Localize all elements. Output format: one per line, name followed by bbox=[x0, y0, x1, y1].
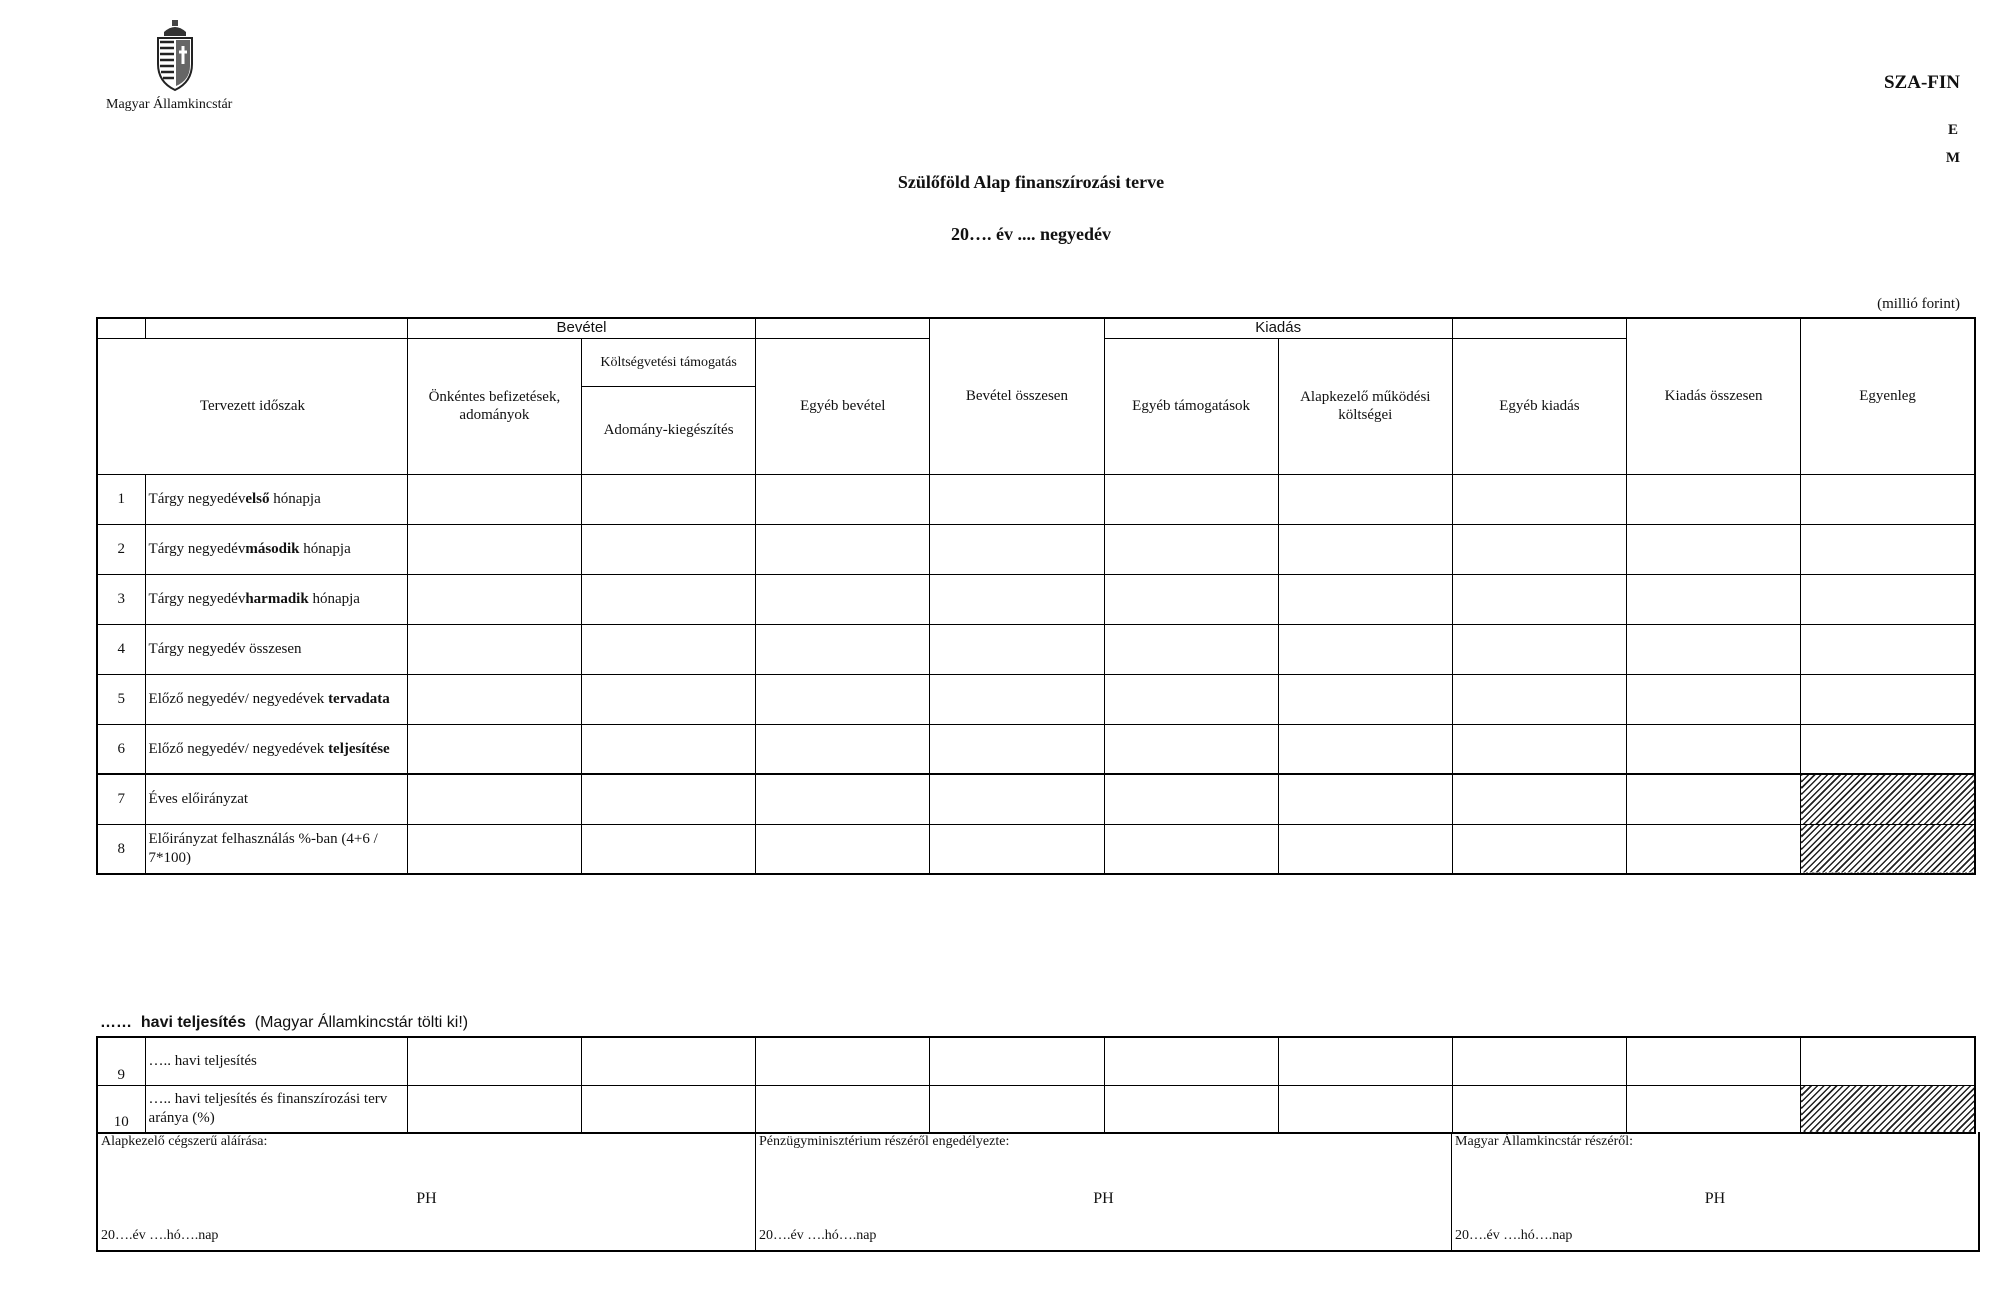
title-dots: …… bbox=[100, 1014, 132, 1031]
monthly-performance-title bbox=[100, 1014, 468, 1032]
col-donations: Önkéntes befizetések, adományok bbox=[407, 338, 581, 474]
value-cell[interactable] bbox=[1627, 1037, 1801, 1085]
row-label: ….. havi teljesítés bbox=[145, 1037, 407, 1085]
signature-label: Pénzügyminisztérium részéről engedélyezte: bbox=[759, 1134, 1010, 1149]
row-label bbox=[145, 824, 407, 874]
page-title: Szülőföld Alap finanszírozási terve bbox=[897, 172, 1165, 192]
value-cell[interactable] bbox=[1452, 624, 1626, 674]
value-cell[interactable] bbox=[930, 724, 1104, 774]
value-cell[interactable] bbox=[407, 724, 581, 774]
performance-rows bbox=[97, 1037, 1975, 1133]
coat-of-arms-logo bbox=[150, 20, 200, 92]
expense-group-header: Kiadás bbox=[1104, 318, 1452, 338]
row-number: 6 bbox=[97, 724, 145, 774]
balance-hatched-cell bbox=[1801, 1085, 1975, 1133]
value-cell[interactable] bbox=[1104, 624, 1278, 674]
row-label-text: Előző negyedév/ negyedévek bbox=[148, 740, 329, 757]
row-label-bold: második bbox=[245, 540, 300, 557]
value-cell[interactable] bbox=[1104, 474, 1278, 524]
stamp-placeholder: PH bbox=[1704, 1190, 1726, 1207]
stamp-placeholder: PH bbox=[1093, 1190, 1114, 1207]
value-cell[interactable] bbox=[756, 474, 930, 524]
value-cell[interactable] bbox=[1452, 574, 1626, 624]
value-cell[interactable] bbox=[1104, 1085, 1278, 1133]
col-income-total: Bevétel összesen bbox=[930, 318, 1104, 474]
value-cell[interactable] bbox=[1278, 624, 1452, 674]
value-cell[interactable] bbox=[1801, 574, 1975, 624]
plan-rows bbox=[97, 474, 1975, 874]
value-cell[interactable] bbox=[1104, 724, 1278, 774]
value-cell[interactable] bbox=[1104, 1037, 1278, 1085]
row-label bbox=[145, 574, 407, 624]
value-cell[interactable] bbox=[1627, 674, 1801, 724]
value-cell[interactable] bbox=[756, 774, 930, 824]
form-code: SZA-FIN bbox=[1883, 72, 1960, 93]
value-cell[interactable] bbox=[1104, 824, 1278, 874]
row-label bbox=[145, 774, 407, 824]
header-blank-cell bbox=[145, 318, 407, 338]
value-cell[interactable] bbox=[930, 474, 1104, 524]
value-cell[interactable] bbox=[1104, 774, 1278, 824]
value-cell[interactable] bbox=[1104, 674, 1278, 724]
table-row bbox=[97, 1037, 1975, 1085]
value-cell[interactable] bbox=[1627, 474, 1801, 524]
value-cell[interactable] bbox=[581, 774, 755, 824]
value-cell[interactable] bbox=[1627, 774, 1801, 824]
value-cell[interactable] bbox=[1452, 524, 1626, 574]
header-blank-cell bbox=[97, 318, 145, 338]
row-label-text: Tárgy negyedév bbox=[148, 540, 246, 557]
value-cell[interactable] bbox=[407, 624, 581, 674]
value-cell[interactable] bbox=[1801, 724, 1975, 774]
period-line: 20…. év .... negyedév bbox=[951, 224, 1111, 244]
value-cell[interactable] bbox=[756, 574, 930, 624]
value-cell[interactable] bbox=[581, 674, 755, 724]
signature-ministry bbox=[756, 1132, 1452, 1250]
row-label-suffix: hónapja bbox=[308, 590, 360, 607]
value-cell[interactable] bbox=[1278, 524, 1452, 574]
value-cell[interactable] bbox=[756, 674, 930, 724]
balance-hatched-cell bbox=[1801, 774, 1975, 824]
monthly-performance-table bbox=[96, 1036, 1976, 1134]
value-cell[interactable] bbox=[581, 624, 755, 674]
row-label bbox=[145, 674, 407, 724]
value-cell[interactable] bbox=[930, 624, 1104, 674]
header-blank-cell bbox=[1452, 318, 1626, 338]
value-cell[interactable] bbox=[1801, 1037, 1975, 1085]
value-cell[interactable] bbox=[1452, 1037, 1626, 1085]
value-cell[interactable] bbox=[1627, 824, 1801, 874]
value-cell[interactable] bbox=[1627, 724, 1801, 774]
value-cell[interactable] bbox=[1801, 524, 1975, 574]
value-cell[interactable] bbox=[1278, 824, 1452, 874]
unit-label: (millió forint) bbox=[1877, 296, 1960, 312]
row-label-bold: teljesítése bbox=[328, 740, 390, 757]
title-note: (Magyar Államkincstár tölti ki!) bbox=[254, 1014, 469, 1031]
value-cell[interactable] bbox=[581, 724, 755, 774]
signature-block bbox=[96, 1132, 1980, 1252]
value-cell[interactable] bbox=[407, 1037, 581, 1085]
row-label-text: Éves előirányzat bbox=[148, 791, 249, 808]
row-number: 2 bbox=[97, 524, 145, 574]
value-cell[interactable] bbox=[1278, 474, 1452, 524]
value-cell[interactable] bbox=[1452, 1085, 1626, 1133]
row-label-text: Előző negyedév/ negyedévek bbox=[148, 690, 329, 707]
value-cell[interactable] bbox=[1104, 524, 1278, 574]
row-number: 1 bbox=[97, 474, 145, 524]
value-cell[interactable] bbox=[930, 1085, 1104, 1133]
value-cell[interactable] bbox=[407, 574, 581, 624]
row-number: 4 bbox=[97, 624, 145, 674]
value-cell[interactable] bbox=[756, 624, 930, 674]
form-code-m: M bbox=[1945, 150, 1960, 166]
value-cell[interactable] bbox=[930, 674, 1104, 724]
table-row bbox=[97, 624, 1975, 674]
row-label-bold: első bbox=[245, 490, 270, 507]
value-cell[interactable] bbox=[581, 1085, 755, 1133]
table-row bbox=[97, 824, 1975, 874]
row-label-text: Előirányzat felhasználás %-ban (4+6 / 7*100) bbox=[148, 831, 378, 866]
table-row bbox=[97, 574, 1975, 624]
value-cell[interactable] bbox=[930, 1037, 1104, 1085]
title-bold: havi teljesítés bbox=[140, 1014, 246, 1031]
income-group-header: Bevétel bbox=[407, 318, 755, 338]
financing-plan-table bbox=[96, 317, 1976, 875]
row-label-suffix: hónapja bbox=[269, 490, 321, 507]
value-cell[interactable] bbox=[1801, 674, 1975, 724]
signature-label: Magyar Államkincstár részéről: bbox=[1455, 1134, 1634, 1149]
value-cell[interactable] bbox=[1278, 574, 1452, 624]
table-row bbox=[97, 474, 1975, 524]
table-row bbox=[97, 674, 1975, 724]
value-cell[interactable] bbox=[581, 824, 755, 874]
value-cell[interactable] bbox=[407, 1085, 581, 1133]
signature-label: Alapkezelő cégszerű aláírása: bbox=[101, 1134, 268, 1149]
value-cell[interactable] bbox=[1278, 774, 1452, 824]
col-other-expense: Egyéb kiadás bbox=[1452, 338, 1626, 474]
row-label: ….. havi teljesítés és finanszírozási terv aránya (%) bbox=[145, 1085, 407, 1133]
value-cell[interactable] bbox=[930, 774, 1104, 824]
value-cell[interactable] bbox=[1278, 1085, 1452, 1133]
value-cell[interactable] bbox=[1452, 474, 1626, 524]
row-label-text: Tárgy negyedév összesen bbox=[148, 640, 302, 657]
row-number: 5 bbox=[97, 674, 145, 724]
org-name: Magyar Államkincstár bbox=[106, 97, 233, 112]
stamp-placeholder: PH bbox=[416, 1190, 437, 1207]
row-label bbox=[145, 524, 407, 574]
value-cell[interactable] bbox=[407, 824, 581, 874]
form-code-e: E bbox=[1947, 122, 1958, 138]
value-cell[interactable] bbox=[756, 1037, 930, 1085]
value-cell[interactable] bbox=[581, 574, 755, 624]
value-cell[interactable] bbox=[756, 1085, 930, 1133]
value-cell[interactable] bbox=[1627, 624, 1801, 674]
value-cell[interactable] bbox=[581, 1037, 755, 1085]
row-label-suffix: hónapja bbox=[299, 540, 351, 557]
value-cell[interactable] bbox=[1452, 674, 1626, 724]
value-cell[interactable] bbox=[1801, 474, 1975, 524]
col-donation-supplement: Adomány-kiegészítés bbox=[581, 386, 755, 474]
row-label-text: Tárgy negyedév bbox=[148, 590, 246, 607]
value-cell[interactable] bbox=[1452, 774, 1626, 824]
value-cell[interactable] bbox=[930, 524, 1104, 574]
col-other-support: Egyéb támogatások bbox=[1104, 338, 1278, 474]
value-cell[interactable] bbox=[1104, 574, 1278, 624]
row-number: 3 bbox=[97, 574, 145, 624]
row-number: 9 bbox=[97, 1037, 145, 1085]
value-cell[interactable] bbox=[407, 774, 581, 824]
row-label bbox=[145, 724, 407, 774]
row-number: 10 bbox=[97, 1085, 145, 1133]
col-balance: Egyenleg bbox=[1801, 318, 1975, 474]
value-cell[interactable] bbox=[407, 474, 581, 524]
value-cell[interactable] bbox=[1801, 624, 1975, 674]
value-cell[interactable] bbox=[1278, 1037, 1452, 1085]
col-other-income: Egyéb bevétel bbox=[756, 338, 930, 474]
table-row bbox=[97, 724, 1975, 774]
value-cell[interactable] bbox=[756, 524, 930, 574]
value-cell[interactable] bbox=[756, 824, 930, 874]
value-cell[interactable] bbox=[581, 474, 755, 524]
table-row bbox=[97, 524, 1975, 574]
table-row bbox=[97, 1085, 1975, 1133]
row-label-bold: tervadata bbox=[328, 690, 390, 707]
value-cell[interactable] bbox=[1278, 724, 1452, 774]
value-cell[interactable] bbox=[1278, 674, 1452, 724]
value-cell[interactable] bbox=[1627, 524, 1801, 574]
value-cell[interactable] bbox=[407, 524, 581, 574]
header-blank-cell bbox=[756, 318, 930, 338]
value-cell[interactable] bbox=[756, 724, 930, 774]
row-label-text: Tárgy negyedév bbox=[148, 490, 246, 507]
signature-manager bbox=[98, 1132, 756, 1250]
value-cell[interactable] bbox=[930, 574, 1104, 624]
row-label bbox=[145, 474, 407, 524]
date-line: 20….év ….hó….nap bbox=[759, 1228, 877, 1243]
col-budget-support: Költségvetési támogatás bbox=[581, 338, 755, 386]
value-cell[interactable] bbox=[407, 674, 581, 724]
col-expense-total: Kiadás összesen bbox=[1627, 318, 1801, 474]
col-manager-costs: Alapkezelő működési költségei bbox=[1278, 338, 1452, 474]
value-cell[interactable] bbox=[1627, 1085, 1801, 1133]
value-cell[interactable] bbox=[930, 824, 1104, 874]
value-cell[interactable] bbox=[581, 524, 755, 574]
signature-treasury bbox=[1452, 1132, 1978, 1250]
balance-hatched-cell bbox=[1801, 824, 1975, 874]
col-period: Tervezett időszak bbox=[97, 338, 407, 474]
value-cell[interactable] bbox=[1452, 824, 1626, 874]
row-label-bold: harmadik bbox=[245, 590, 309, 607]
table-row bbox=[97, 774, 1975, 824]
value-cell[interactable] bbox=[1627, 574, 1801, 624]
row-number: 7 bbox=[97, 774, 145, 824]
row-label bbox=[145, 624, 407, 674]
row-number: 8 bbox=[97, 824, 145, 874]
value-cell[interactable] bbox=[1452, 724, 1626, 774]
date-line: 20….év ….hó….nap bbox=[1455, 1228, 1573, 1243]
date-line: 20….év ….hó….nap bbox=[101, 1228, 219, 1243]
